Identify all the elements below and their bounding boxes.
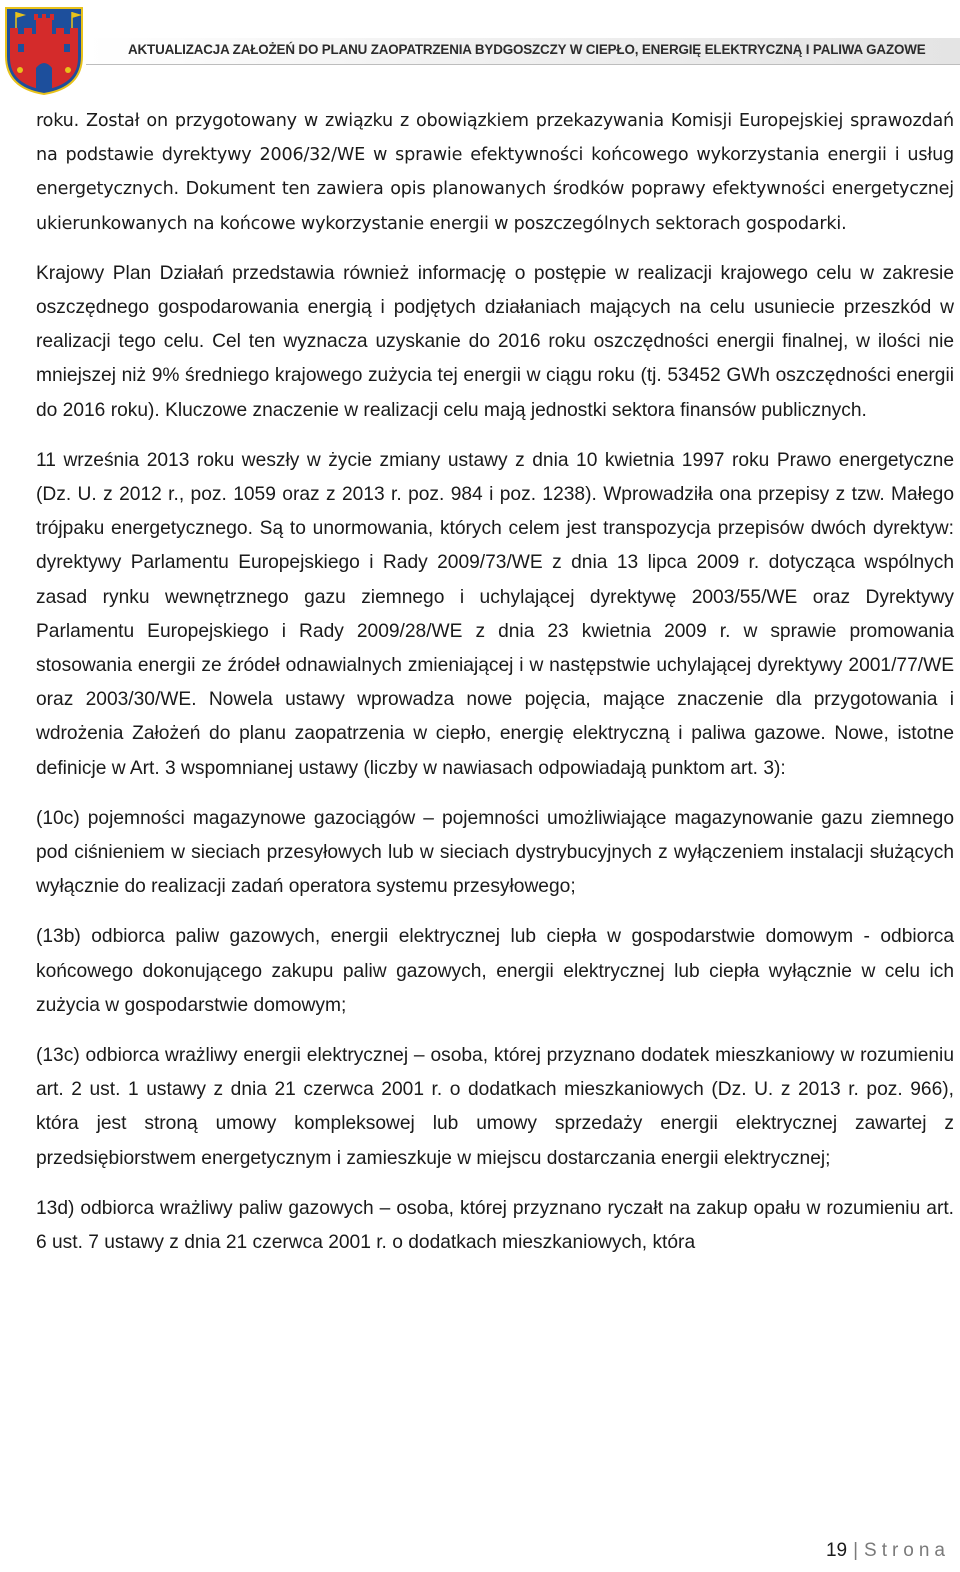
page-footer [826,1540,950,1562]
paragraph: 11 września 2013 roku weszły w życie zmiany ustawy z dnia 10 kwietnia 1997 roku Prawo energetyczne (Dz. U. z 2012 r., poz. 1059 oraz z 2013 r. poz. 984 i poz. 1238). Wprowadziła ona przepisy z tzw. Małego trójpaku energetycznego. Są to unormowania, których celem jest transpozycja przepisów dwóch dyrektyw: dyrektywy Parlamentu Europejskiego i Rady 2009/73/WE z dnia 13 lipca 2009 r. dotycząca wspólnych zasad rynku wewnętrznego gazu ziemnego i uchylającej dyrektywę 2003/55/WE oraz Dyrektywy Parlamentu Europejskiego i Rady 2009/28/WE z dnia 23 kwietnia 2009 r. w sprawie promowania stosowania energii ze źródeł odnawialnych zmieniającej i w następstwie uchylającej dyrektywy 2001/77/WE oraz 2003/30/WE. Nowela ustawy wprowadza nowe pojęcia, mające znaczenie dla przygotowania i wdrożenia Założeń do planu zaopatrzenia w ciepło, energię elektryczną i paliwa gazowe. Nowe, istotne definicje w Art. 3 wspomnianej ustawy (liczby w nawiasach odpowiadają punktom art. 3): [36,449,954,779]
paragraph: roku. Został on przygotowany w związku z obowiązkiem przekazywania Komisji Europejskiej sprawozdań na podstawie dyrektywy 2006/32/WE w sprawie efektywności końcowego wykorzystania energii i usług energetycznych. Dokument ten zawiera opis planowanych środków poprawy efektywności energetycznej ukierunkowanych na końcowe wykorzystanie energii w poszczególnych sektorach gospodarki. [36,111,954,234]
footer-separator: | [853,1540,859,1561]
paragraph: 13d) odbiorca wrażliwy paliw gazowych – osoba, której przyznano ryczałt na zakup opału w rozumieniu art. 6 ust. 7 ustawy z dnia 21 czerwca 2001 r. o dodatkach mieszkaniowych, która [36,1197,954,1254]
page-label: Strona [864,1540,950,1561]
bydgoszcz-coat-of-arms-icon [2,4,86,96]
page-number: 19 [825,1540,848,1561]
paragraph: (13c) odbiorca wrażliwy energii elektrycznej – osoba, której przyznano dodatek mieszkaniowy w rozumieniu art. 2 ust. 1 ustawy z dnia 21 czerwca 2001 r. o dodatkach mieszkaniowych (Dz. U. z 2013 r. poz. 966), która jest stroną umowy kompleksowej lub umowy sprzedaży energii elektrycznej zawartej z przedsiębiorstwem energetycznym i zamieszkuje w miejscu dostarczania energii elektrycznej; [36,1045,954,1169]
paragraph: Krajowy Plan Działań przedstawia również informację o postępie w realizacji krajowego celu w zakresie oszczędnego gospodarowania energią i podjętych działaniach mających na celu usuniecie przeszkód w realizacji tego celu. Cel ten wyznacza uzyskanie do 2016 roku oszczędności energii finalnej, w ilości nie mniejszej niż 9% średniego krajowego zużycia tej energii w ciągu roku (tj. 53452 GWh oszczędności energii do 2016 roku). Kluczowe znaczenie w realizacji celu mają jednostki sektora finansów publicznych. [36,262,954,421]
page-content [36,104,954,1276]
paragraph: (10c) pojemności magazynowe gazociągów – pojemności umożliwiające magazynowanie gazu ziemnego pod ciśnieniem w sieciach przesyłowych lub w sieciach dystrybucyjnych z wyłączeniem instalacji służących wyłącznie do realizacji zadań operatora systemu przesyłowego; [36,807,954,898]
paragraph: (13b) odbiorca paliw gazowych, energii elektrycznej lub ciepła w gospodarstwie domowym - odbiorca końcowego dokonującego zakupu paliw gazowych, energii elektrycznej lub ciepła wyłącznie w celu ich zużycia w gospodarstwie domowym; [36,926,954,1016]
document-title: AKTUALIZACJA ZAŁOŻEŃ DO PLANU ZAOPATRZENIA BYDGOSZCZY W CIEPŁO, ENERGIĘ ELEKTRYCZNĄ I PALIWA GAZOWE [128,42,926,57]
page-header [0,0,960,100]
